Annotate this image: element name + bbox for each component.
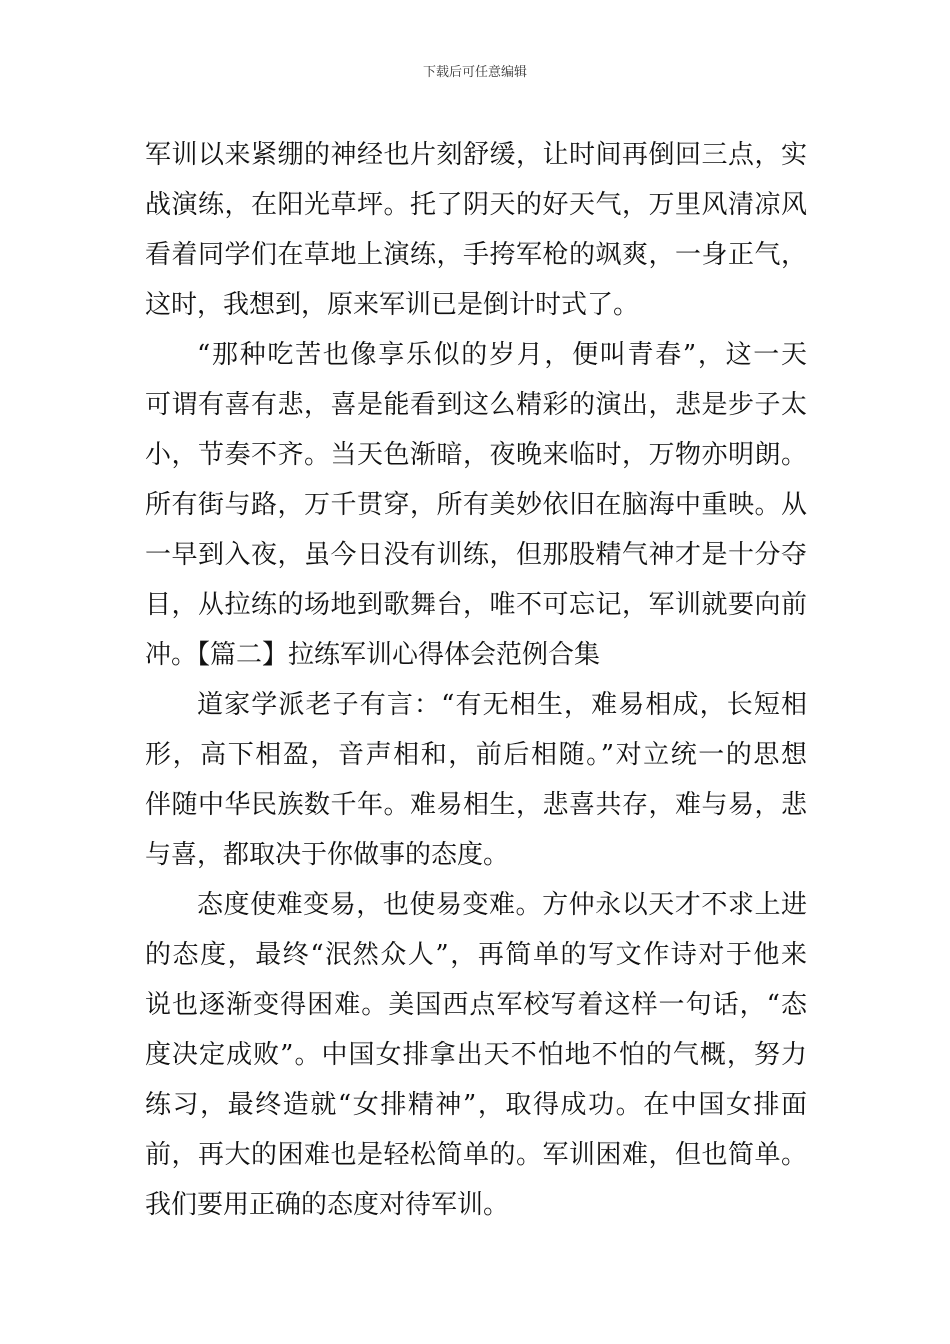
text-line: 的态度，最终“泯然众人”，再简单的写文作诗对于他来	[145, 940, 807, 970]
text-line: 目，从拉练的场地到歌舞台，唯不可忘记，军训就要向前	[145, 590, 807, 620]
text-line: 说也逐渐变得困难。美国西点军校写着这样一句话，“态	[145, 990, 807, 1020]
text-line: 形，高下相盈，音声相和，前后相随。”对立统一的思想	[145, 740, 807, 770]
text-line: 所有街与路，万千贯穿，所有美妙依旧在脑海中重映。从	[145, 490, 807, 520]
text-line: 看着同学们在草地上演练，手挎军枪的飒爽，一身正气，	[145, 240, 807, 270]
text-line: 态度使难变易，也使易变难。方仲永以天才不求上进	[197, 890, 807, 920]
text-line: 战演练，在阳光草坪。托了阴天的好天气，万里风清凉风	[145, 190, 807, 220]
text-line: 冲。【篇二】拉练军训心得体会范例合集	[145, 640, 601, 670]
text-line: 一早到入夜，虽今日没有训练，但那股精气神才是十分夺	[145, 540, 807, 570]
text-line: 我们要用正确的态度对待军训。	[145, 1190, 510, 1220]
text-line: 练习，最终造就“女排精神”，取得成功。在中国女排面	[145, 1090, 807, 1120]
text-line: 小，节奏不齐。当天色渐暗，夜晚来临时，万物亦明朗。	[145, 440, 807, 470]
text-line: 度决定成败”。中国女排拿出天不怕地不怕的气概，努力	[145, 1040, 807, 1070]
text-line: 道家学派老子有言：“有无相生，难易相成，长短相	[197, 690, 807, 720]
text-line: 与喜，都取决于你做事的态度。	[145, 840, 510, 870]
document-body	[145, 130, 807, 1230]
text-line: 前，再大的困难也是轻松简单的。军训困难，但也简单。	[145, 1140, 807, 1170]
text-line: 伴随中华民族数千年。难易相生，悲喜共存，难与易，悲	[145, 790, 807, 820]
text-line: “那种吃苦也像享乐似的岁月，便叫青春”，这一天	[197, 340, 807, 370]
header-note: 下载后可任意编辑	[422, 65, 527, 80]
text-line: 军训以来紧绷的神经也片刻舒缓，让时间再倒回三点，实	[145, 140, 807, 170]
text-line: 这时，我想到，原来军训已是倒计时式了。	[145, 290, 640, 320]
text-line: 可谓有喜有悲，喜是能看到这么精彩的演出，悲是步子太	[145, 390, 807, 420]
